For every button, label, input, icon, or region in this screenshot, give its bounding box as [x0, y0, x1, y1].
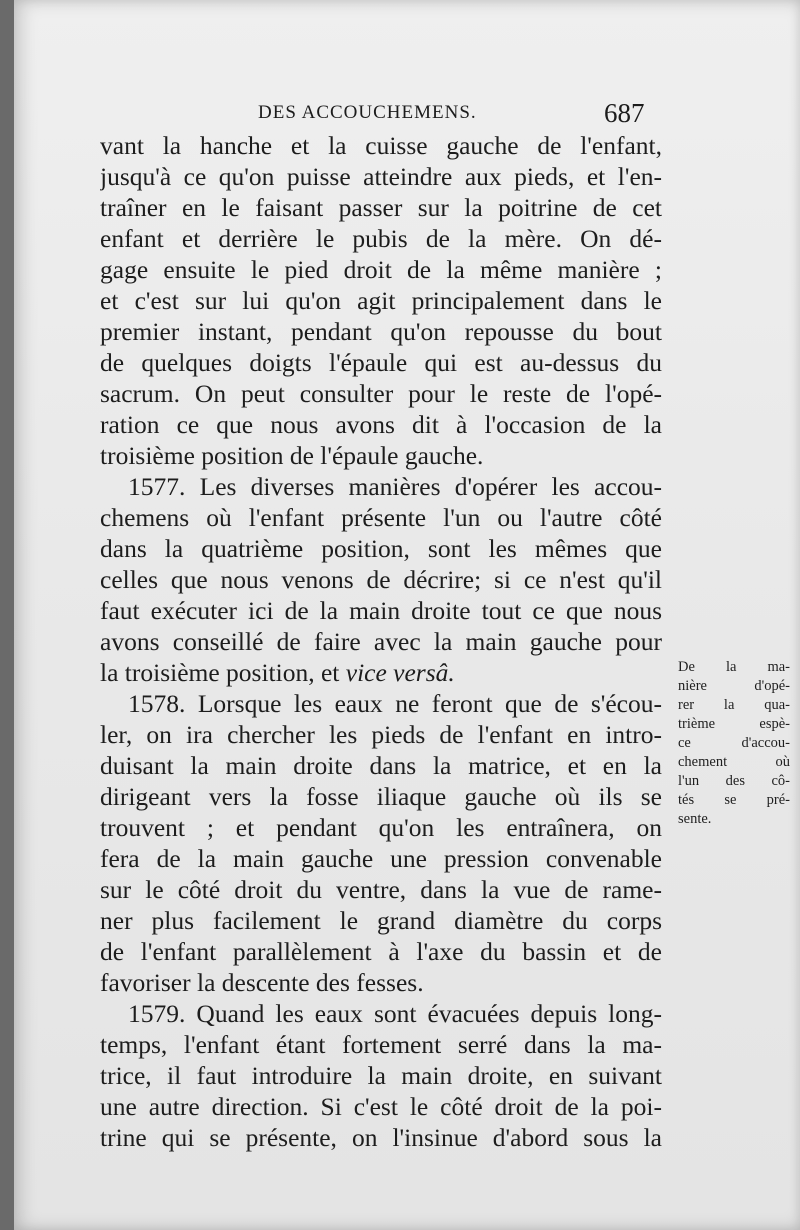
text-line: avons conseillé de faire avec la main gauche pour — [100, 627, 662, 656]
text-line: sur le côté droit du ventre, dans la vue de rame- — [100, 875, 662, 904]
text-line: celles que nous venons de décrire; si ce n'est qu'il — [100, 565, 662, 594]
text-line: premier instant, pendant qu'on repousse du bout — [100, 317, 662, 346]
text-line: dans la quatrième position, sont les mêmes que — [100, 534, 662, 563]
margin-note-line: tés se pré- — [678, 792, 790, 808]
margin-note-line: trième espè- — [678, 716, 790, 732]
text-line: favoriser la descente des fesses. — [100, 968, 424, 997]
paragraph-1579-start: 1579. Quand les eaux sont évacuées depuis long- — [128, 999, 662, 1028]
text-line: fera de la main gauche une pression convenable — [100, 844, 662, 873]
text-line: temps, l'enfant étant fortement serré dans la ma- — [100, 1030, 662, 1059]
text-line: vant la hanche et la cuisse gauche de l'enfant, — [100, 131, 662, 160]
text-line: chemens où l'enfant présente l'un ou l'autre côté — [100, 503, 662, 532]
text-run: la troisième position, et — [100, 658, 340, 687]
margin-note-line: ce d'accou- — [678, 735, 790, 751]
margin-note-line: l'un des cô- — [678, 773, 790, 789]
body-text — [100, 130, 662, 1153]
margin-note-line: rer la qua- — [678, 697, 790, 713]
text-line: ner plus facilement le grand diamètre du corps — [100, 906, 662, 935]
text-line: ler, on ira chercher les pieds de l'enfant en intro- — [100, 720, 662, 749]
margin-note-line: De la ma- — [678, 659, 790, 675]
text-line: enfant et derrière le pubis de la mère. On dé- — [100, 224, 662, 253]
page-number: 687 — [604, 98, 645, 128]
text-line: traîner en le faisant passer sur la poitrine de cet — [100, 193, 662, 222]
paragraph-1577-start: 1577. Les diverses manières d'opérer les accou- — [128, 472, 662, 501]
book-page — [14, 0, 800, 1230]
text-line: et c'est sur lui qu'on agit principalement dans le — [100, 286, 662, 315]
margin-note-line: sente. — [678, 811, 712, 827]
text-line: jusqu'à ce qu'on puisse atteindre aux pieds, et l'en- — [100, 162, 662, 191]
italic-phrase: vice versâ. — [345, 658, 455, 687]
text-line: trice, il faut introduire la main droite, en suivant — [100, 1061, 662, 1090]
text-line: troisième position de l'épaule gauche. — [100, 441, 484, 470]
text-line: trouvent ; et pendant qu'on les entraînera, on — [100, 813, 662, 842]
running-title: DES ACCOUCHEMENS. — [258, 102, 477, 123]
text-line: de l'enfant parallèlement à l'axe du bassin et de — [100, 937, 662, 966]
margin-note-line: nière d'opé- — [678, 678, 790, 694]
text-line: une autre direction. Si c'est le côté droit de la poi- — [100, 1092, 662, 1121]
margin-note-line: chement où — [678, 754, 790, 770]
text-line: sacrum. On peut consulter pour le reste de l'opé- — [100, 379, 662, 408]
margin-note — [678, 658, 790, 829]
text-line: de quelques doigts l'épaule qui est au-dessus du — [100, 348, 662, 377]
page-header — [14, 98, 800, 130]
text-line: ration ce que nous avons dit à l'occasion de la — [100, 410, 662, 439]
paragraph-1578-start: 1578. Lorsque les eaux ne feront que de s'écou- — [128, 689, 662, 718]
text-line-with-italic — [100, 657, 662, 688]
text-line: trine qui se présente, on l'insinue d'abord sous la — [100, 1123, 662, 1152]
text-line: dirigeant vers la fosse iliaque gauche où ils se — [100, 782, 662, 811]
text-line: gage ensuite le pied droit de la même manière ; — [100, 255, 662, 284]
text-line: faut exécuter ici de la main droite tout ce que nous — [100, 596, 662, 625]
text-line: duisant la main droite dans la matrice, et en la — [100, 751, 662, 780]
